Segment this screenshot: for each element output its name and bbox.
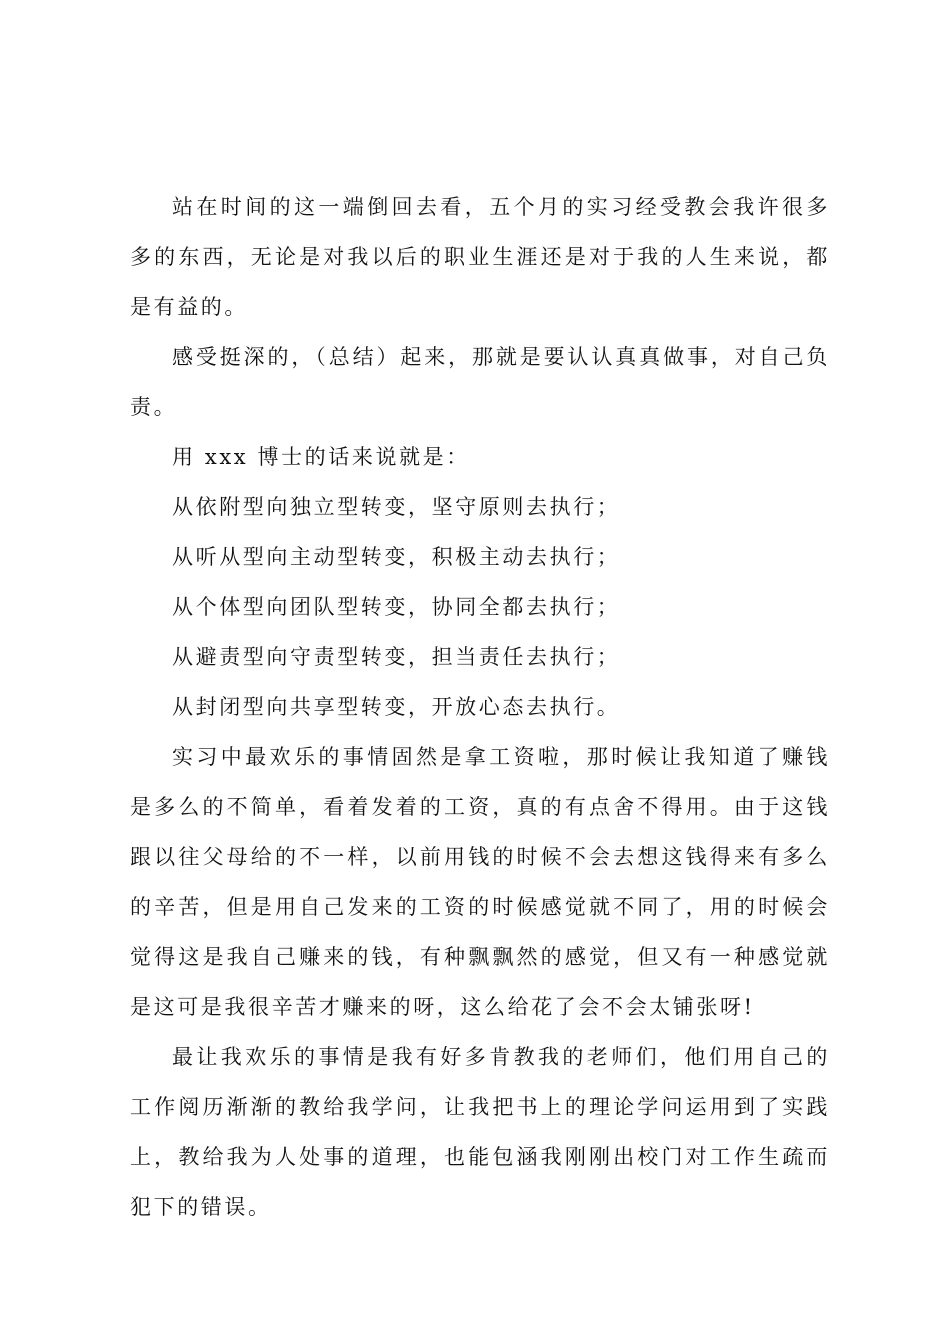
quote-line-5: 从封闭型向共享型转变，开放心态去执行。: [172, 695, 621, 719]
quote-line-1: 从依附型向独立型转变，坚守原则去执行；: [172, 495, 621, 519]
quote-line-3: 从个体型向团队型转变，协同全都去执行；: [172, 595, 621, 619]
quote-intro: 用 xxx 博士的话来说就是：: [172, 445, 470, 469]
quote-line-2: 从听从型向主动型转变，积极主动去执行；: [172, 545, 621, 569]
paragraph-feelings: 感受挺深的，（总结）起来，那就是要认认真真做事，对自己负责。: [130, 345, 830, 419]
paragraph-salary: 实习中最欢乐的事情固然是拿工资啦，那时候让我知道了赚钱是多么的不简单，看着发着的工资，真的有点舍不得用。由于这钱跟以往父母给的不一样，以前用钱的时候不会去想这钱得来有多么的辛苦，但是用自己发来的工资的时候感觉就不同了，用的时候会觉得这是我自己赚来的钱，有种飘飘然的感觉，但又有一种感觉就是这可是我很辛苦才赚来的呀，这么给花了会不会太铺张呀!: [130, 745, 830, 1019]
document-body: [130, 182, 830, 1232]
quote-line-4: 从避责型向守责型转变，担当责任去执行；: [172, 645, 621, 669]
paragraph-reflection: 站在时间的这一端倒回去看，五个月的实习经受教会我许很多多的东西，无论是对我以后的职业生涯还是对于我的人生来说，都是有益的。: [130, 195, 830, 319]
paragraph-teachers: 最让我欢乐的事情是我有好多肯教我的老师们，他们用自己的工作阅历渐渐的教给我学问，让我把书上的理论学问运用到了实践上，教给我为人处事的道理，也能包涵我刚刚出校门对工作生疏而犯下的错误。: [130, 1045, 830, 1219]
